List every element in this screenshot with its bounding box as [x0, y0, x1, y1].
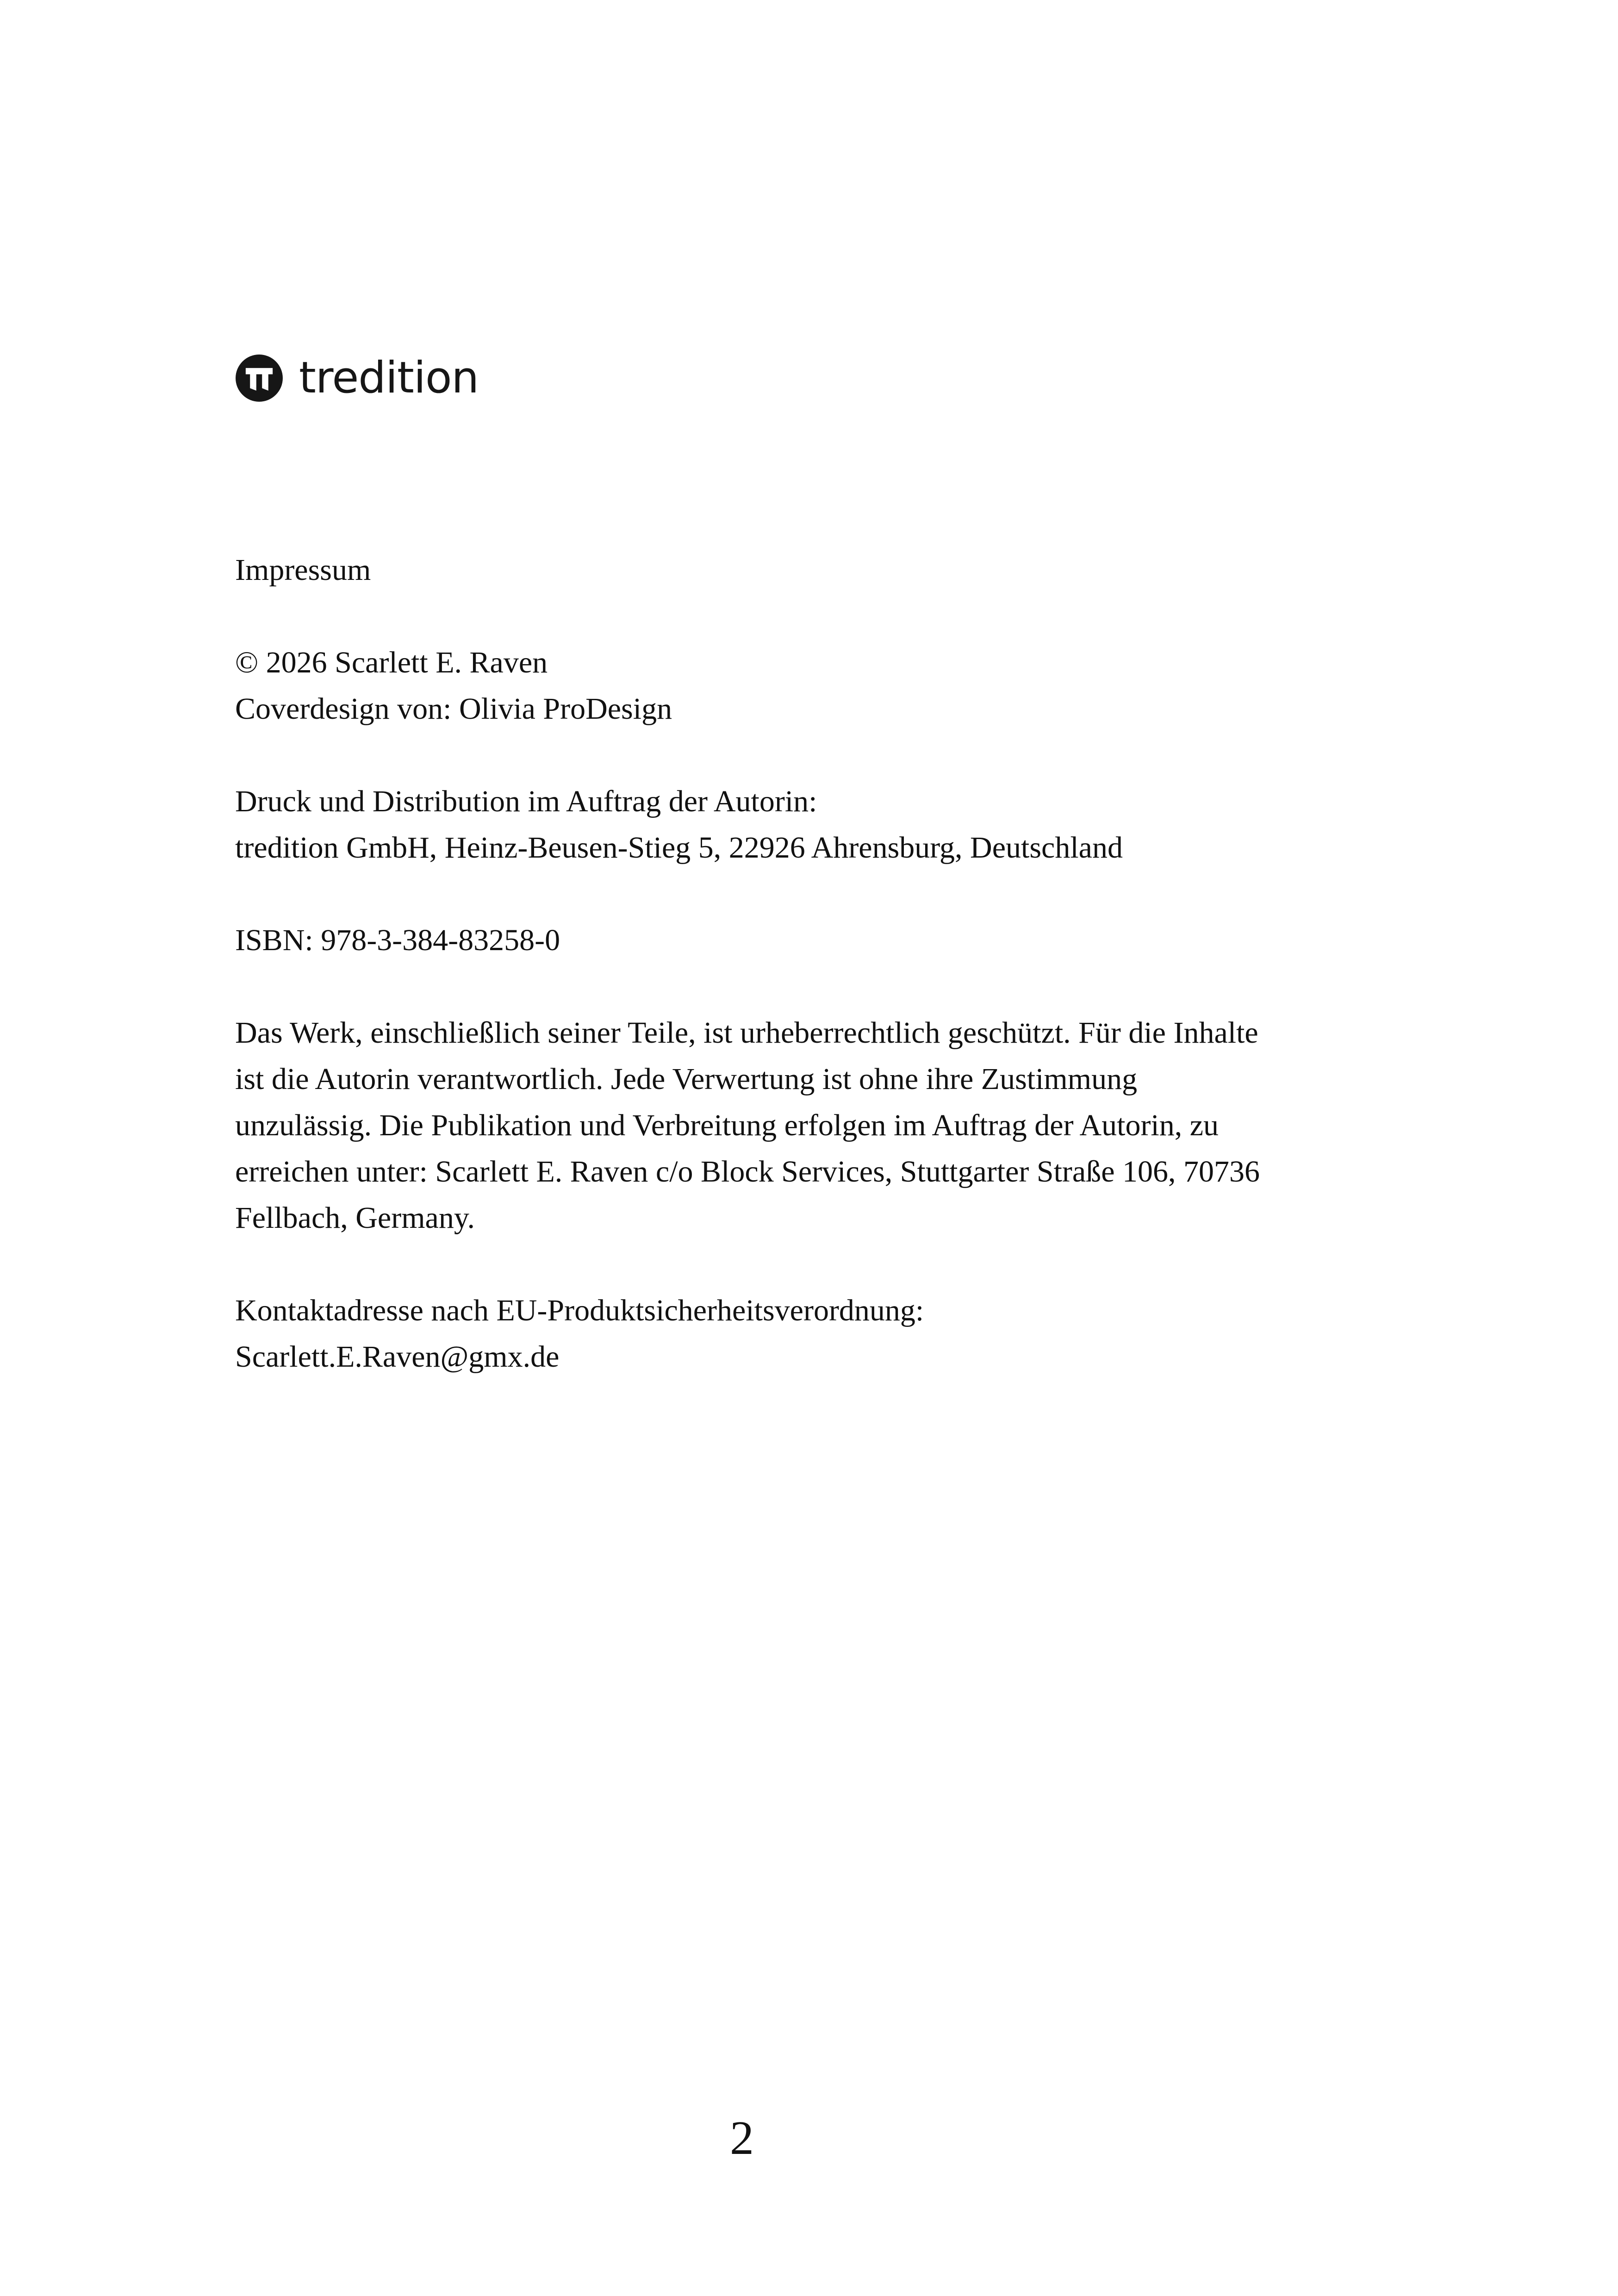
legal-line: erreichen unter: Scarlett E. Raven c/o Block Services, Stuttgarter Straße 106, 70736	[235, 1155, 1260, 1188]
cover-design-line: Coverdesign von: Olivia ProDesign	[235, 692, 672, 726]
legal-notice	[235, 1010, 1300, 1241]
publisher-para	[235, 778, 1300, 871]
contact-label: Kontaktadresse nach EU-Produktsicherheitsverordnung:	[235, 1294, 924, 1327]
contact-para	[235, 1288, 1300, 1380]
print-label: Druck und Distribution im Auftrag der Autorin:	[235, 784, 817, 818]
copyright-line: © 2026 Scarlett E. Raven	[235, 646, 548, 679]
tredition-logo-icon	[235, 354, 283, 402]
publisher-logo	[235, 353, 479, 404]
legal-line: ist die Autorin verantwortlich. Jede Verwertung ist ohne ihre Zustimmung	[235, 1062, 1138, 1096]
logo-text: tredition	[299, 353, 479, 403]
impressum-block	[235, 547, 1300, 1426]
legal-line: Fellbach, Germany.	[235, 1201, 475, 1235]
isbn-line: ISBN: 978-3-384-83258-0	[235, 923, 560, 957]
legal-line: unzulässig. Die Publikation und Verbreitung erfolgen im Auftrag der Autorin, zu	[235, 1108, 1219, 1142]
impressum-heading: Impressum	[235, 553, 371, 587]
legal-line: Das Werk, einschließlich seiner Teile, ist urheberrechtlich geschützt. Für die Inhalte	[235, 1016, 1258, 1050]
page-number: 2	[730, 2111, 754, 2165]
credits-para	[235, 640, 1300, 732]
publisher-address: tredition GmbH, Heinz-Beusen-Stieg 5, 22926 Ahrensburg, Deutschland	[235, 831, 1123, 865]
impressum-heading-para	[235, 547, 1300, 593]
isbn-para	[235, 917, 1300, 964]
contact-email: Scarlett.E.Raven@gmx.de	[235, 1340, 560, 1374]
